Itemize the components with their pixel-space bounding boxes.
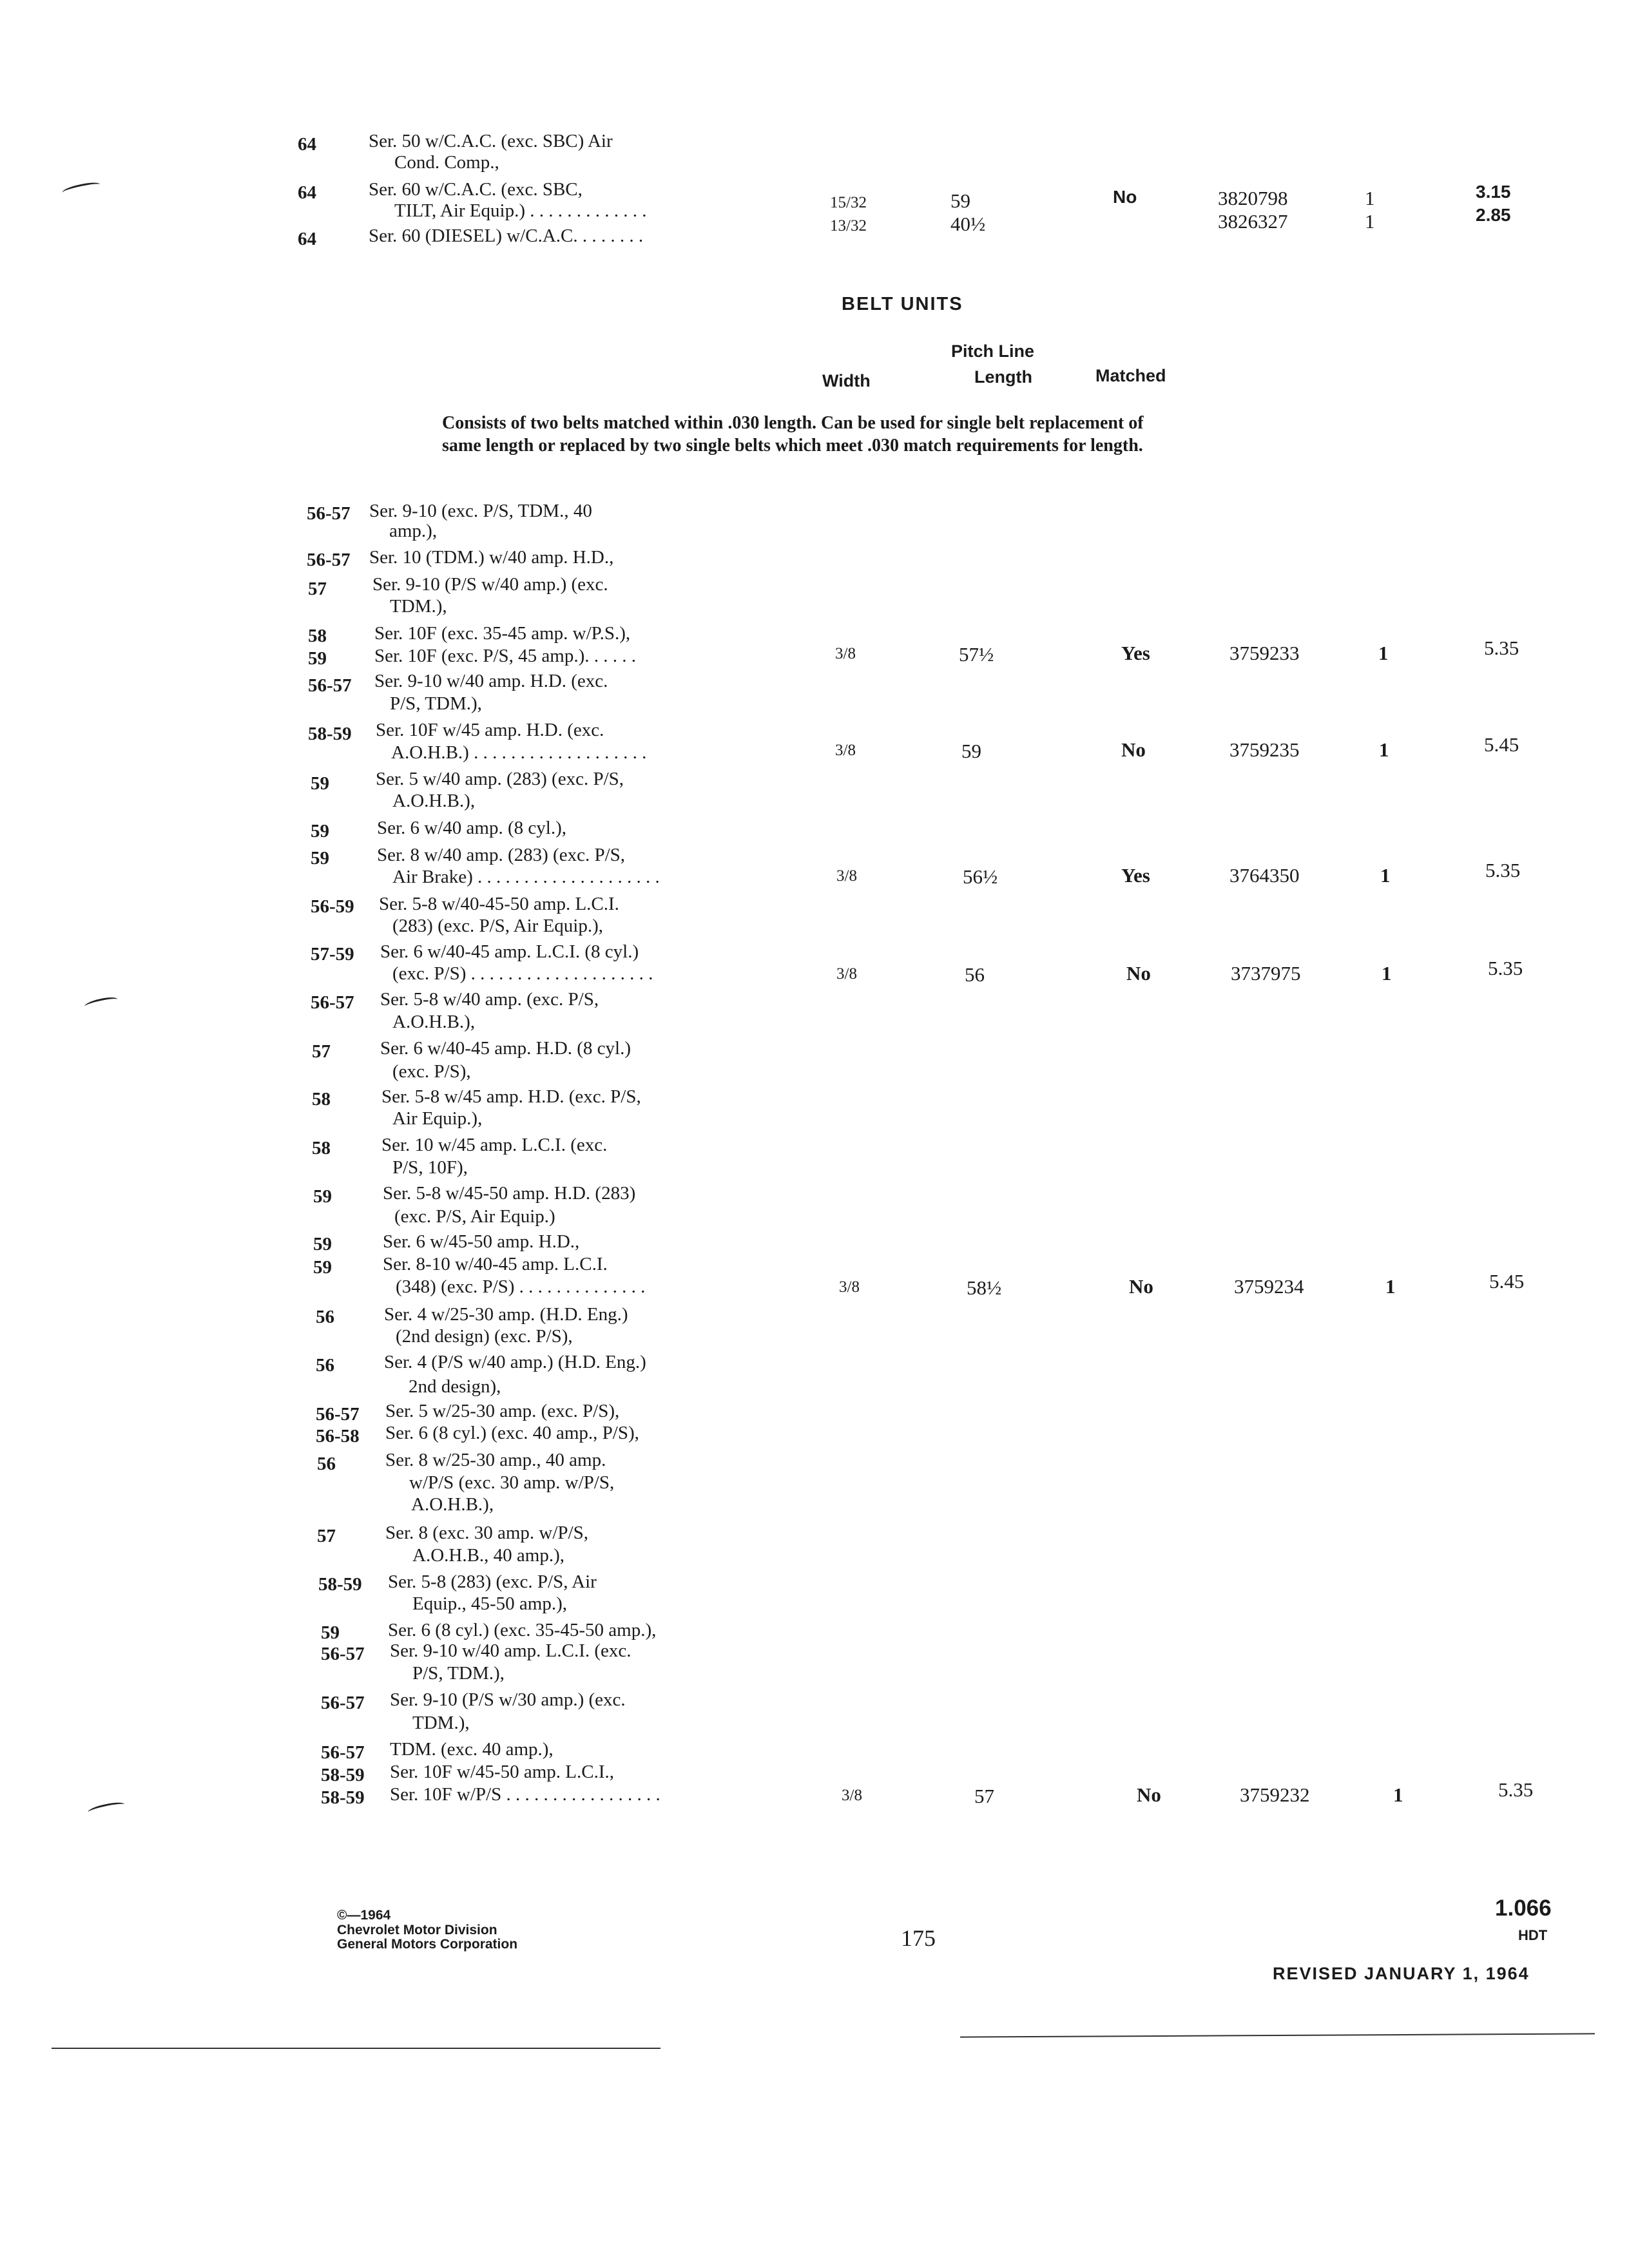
model-year: 57-59 (311, 944, 354, 965)
application-description: Air Brake) . . . . . . . . . . . . . . . . . . . . (392, 867, 660, 887)
model-year: 59 (321, 1622, 340, 1643)
belt-width: 15/32 (830, 194, 867, 211)
model-year: 59 (313, 1186, 332, 1207)
model-year: 59 (313, 1234, 332, 1254)
application-description: (2nd design) (exc. P/S), (396, 1326, 573, 1347)
application-description: Ser. 6 (8 cyl.) (exc. 40 amp., P/S), (385, 1423, 639, 1443)
application-description: (283) (exc. P/S, Air Equip.), (392, 916, 604, 936)
model-year: 57 (308, 579, 327, 599)
application-description: A.O.H.B.) . . . . . . . . . . . . . . . . . . . (391, 742, 647, 763)
price: 5.45 (1489, 1270, 1525, 1293)
pitch-line-length: 56½ (963, 865, 998, 888)
price: 5.45 (1484, 733, 1519, 756)
model-year: 56-57 (321, 1742, 365, 1763)
model-year: 56-57 (308, 675, 352, 696)
bottom-rule (52, 2048, 660, 2049)
model-year: 58-59 (318, 1574, 362, 1595)
application-description: TILT, Air Equip.) . . . . . . . . . . . . . (394, 200, 647, 221)
application-description: Ser. 8 (exc. 30 amp. w/P/S, (385, 1523, 588, 1543)
quantity: 1 (1385, 1275, 1396, 1298)
model-year: 57 (312, 1041, 331, 1062)
application-description: Ser. 60 (DIESEL) w/C.A.C. . . . . . . . (369, 226, 644, 246)
application-description: Ser. 5 w/40 amp. (283) (exc. P/S, (376, 769, 624, 789)
bottom-rule (960, 2033, 1595, 2037)
model-year: 58 (312, 1138, 331, 1158)
model-year: 56-57 (316, 1404, 360, 1425)
scan-mark (84, 995, 119, 1011)
model-year: 58-59 (321, 1787, 365, 1808)
application-description: A.O.H.B.), (392, 1012, 476, 1032)
revision-date: REVISED JANUARY 1, 1964 (1273, 1964, 1530, 1983)
application-description: Ser. 6 w/45-50 amp. H.D., (383, 1231, 580, 1252)
part-number: 3759233 (1229, 642, 1300, 664)
column-header-width: Width (822, 371, 871, 390)
matched-flag: No (1113, 187, 1137, 207)
model-year: 56-59 (311, 896, 354, 917)
application-description: (exc. P/S) . . . . . . . . . . . . . . . . . . . . (392, 963, 653, 984)
page-number: 175 (901, 1925, 936, 1951)
copyright: ©—1964 (337, 1908, 391, 1923)
belt-width: 3/8 (839, 1278, 860, 1296)
pitch-line-length: 56 (965, 963, 985, 986)
application-description: Ser. 6 w/40-45 amp. H.D. (8 cyl.) (380, 1038, 631, 1059)
application-description: TDM.), (412, 1713, 470, 1733)
application-description: (exc. P/S), (392, 1061, 471, 1082)
application-description: Ser. 10F w/45 amp. H.D. (exc. (376, 720, 604, 740)
application-description: Ser. 10 w/45 amp. L.C.I. (exc. (381, 1135, 608, 1155)
publisher-division: Chevrolet Motor Division (337, 1923, 497, 1937)
price: 2.85 (1476, 205, 1511, 225)
application-description: A.O.H.B., 40 amp.), (412, 1545, 565, 1566)
matched-flag: No (1129, 1275, 1153, 1298)
model-year: 56 (316, 1307, 334, 1327)
application-description: Ser. 8 w/25-30 amp., 40 amp. (385, 1450, 606, 1470)
application-description: Ser. 9-10 (P/S w/40 amp.) (exc. (372, 574, 608, 595)
application-description: Ser. 5 w/25-30 amp. (exc. P/S), (385, 1401, 620, 1421)
matched-flag: Yes (1121, 864, 1150, 887)
model-year: 56-57 (307, 550, 351, 570)
quantity: 1 (1379, 738, 1389, 761)
application-description: TDM. (exc. 40 amp.), (390, 1739, 554, 1760)
application-description: Ser. 9-10 (P/S w/30 amp.) (exc. (390, 1689, 626, 1710)
application-description: Ser. 10F w/P/S . . . . . . . . . . . . . . . . . (390, 1784, 660, 1805)
application-description: Ser. 5-8 w/45-50 amp. H.D. (283) (383, 1183, 636, 1204)
application-description: Ser. 5-8 w/45 amp. H.D. (exc. P/S, (381, 1086, 641, 1107)
application-description: (348) (exc. P/S) . . . . . . . . . . . . . . (396, 1276, 646, 1297)
application-description: Ser. 50 w/C.A.C. (exc. SBC) Air (369, 131, 613, 151)
application-description: Ser. 5-8 (283) (exc. P/S, Air (388, 1571, 597, 1592)
belt-width: 3/8 (835, 742, 856, 759)
belt-width: 13/32 (830, 217, 867, 235)
matched-flag: No (1137, 1783, 1161, 1806)
belt-width: 3/8 (836, 867, 857, 885)
application-description: Ser. 9-10 (exc. P/S, TDM., 40 (369, 501, 592, 521)
model-year: 58 (312, 1089, 331, 1110)
pitch-line-length: 58½ (967, 1276, 1002, 1299)
application-description: Ser. 4 (P/S w/40 amp.) (H.D. Eng.) (384, 1352, 646, 1372)
quantity: 1 (1380, 864, 1391, 887)
part-number: 3764350 (1229, 864, 1300, 887)
application-description: P/S, TDM.), (390, 693, 482, 714)
application-description: (exc. P/S, Air Equip.) (394, 1206, 555, 1227)
model-year: 56-57 (311, 992, 354, 1013)
pitch-line-length: 40½ (950, 213, 986, 235)
model-year: 56 (317, 1454, 336, 1474)
application-description: Air Equip.), (392, 1108, 483, 1129)
part-number: 3820798 (1218, 187, 1288, 209)
model-year: 58-59 (321, 1765, 365, 1785)
application-description: P/S, 10F), (392, 1157, 468, 1178)
quantity: 1 (1365, 210, 1375, 233)
price: 5.35 (1488, 957, 1523, 979)
part-number: 3737975 (1231, 962, 1301, 985)
application-description: A.O.H.B.), (392, 791, 476, 811)
application-description: w/P/S (exc. 30 amp. w/P/S, (409, 1472, 615, 1493)
pitch-line-length: 59 (950, 189, 970, 212)
application-description: Ser. 4 w/25-30 amp. (H.D. Eng.) (384, 1304, 628, 1325)
application-description: Ser. 10F (exc. 35-45 amp. w/P.S.), (374, 623, 631, 644)
part-number: 3759235 (1229, 738, 1300, 761)
publisher-corporation: General Motors Corporation (337, 1937, 518, 1952)
note-line: Consists of two belts matched within .030 length. Can be used for single belt replacement of (442, 413, 1144, 433)
price: 5.35 (1484, 637, 1519, 659)
application-description: Ser. 6 w/40-45 amp. L.C.I. (8 cyl.) (380, 941, 639, 962)
belt-width: 3/8 (835, 645, 856, 662)
application-description: Equip., 45-50 amp.), (412, 1593, 568, 1614)
model-year: 57 (317, 1526, 336, 1546)
application-description: P/S, TDM.), (412, 1663, 505, 1684)
price: 5.35 (1485, 859, 1521, 881)
application-description: Ser. 5-8 w/40 amp. (exc. P/S, (380, 989, 599, 1010)
section-code: HDT (1518, 1927, 1548, 1943)
belt-width: 3/8 (836, 965, 857, 983)
matched-flag: Yes (1121, 642, 1150, 664)
belt-width: 3/8 (842, 1787, 862, 1804)
application-description: TDM.), (390, 596, 447, 617)
model-year: 59 (311, 848, 329, 869)
price: 3.15 (1476, 182, 1511, 202)
pitch-line-length: 57½ (959, 643, 994, 666)
price: 5.35 (1498, 1778, 1534, 1801)
section-title: BELT UNITS (842, 294, 963, 314)
column-header-pitch-line: Pitch Line (951, 341, 1035, 361)
application-description: 2nd design), (409, 1376, 501, 1397)
application-description: Cond. Comp., (394, 152, 499, 173)
quantity: 1 (1365, 187, 1375, 209)
application-description: Ser. 9-10 w/40 amp. L.C.I. (exc. (390, 1640, 631, 1661)
model-year: 64 (298, 182, 316, 203)
matched-flag: No (1121, 738, 1146, 761)
application-description: Ser. 60 w/C.A.C. (exc. SBC, (369, 179, 583, 200)
application-description: Ser. 10F (exc. P/S, 45 amp.). . . . . . (374, 646, 636, 666)
model-year: 64 (298, 134, 316, 155)
model-year: 56-57 (321, 1693, 365, 1713)
model-year: 64 (298, 229, 316, 249)
model-year: 58 (308, 626, 327, 646)
model-year: 58-59 (308, 724, 352, 744)
application-description: Ser. 8-10 w/40-45 amp. L.C.I. (383, 1254, 608, 1274)
scan-mark (61, 180, 101, 197)
quantity: 1 (1378, 642, 1389, 664)
quantity: 1 (1382, 962, 1392, 985)
quantity: 1 (1393, 1783, 1403, 1806)
model-year: 56-57 (307, 503, 351, 524)
scan-mark (87, 1800, 125, 1816)
part-number: 3759234 (1234, 1275, 1304, 1298)
application-description: Ser. 10F w/45-50 amp. L.C.I., (390, 1762, 614, 1782)
model-year: 56 (316, 1355, 334, 1376)
application-description: A.O.H.B.), (411, 1494, 494, 1515)
part-number: 3759232 (1240, 1783, 1310, 1806)
section-number: 1.066 (1495, 1896, 1552, 1921)
matched-flag: No (1126, 962, 1151, 985)
application-description: amp.), (389, 521, 438, 541)
application-description: Ser. 6 w/40 amp. (8 cyl.), (377, 818, 566, 838)
model-year: 59 (311, 773, 329, 794)
model-year: 59 (313, 1257, 332, 1278)
pitch-line-length: 59 (961, 740, 981, 762)
application-description: Ser. 8 w/40 amp. (283) (exc. P/S, (377, 845, 626, 865)
application-description: Ser. 6 (8 cyl.) (exc. 35-45-50 amp.), (388, 1620, 657, 1640)
note-line: same length or replaced by two single belts which meet .030 match requirements for length. (442, 436, 1143, 456)
column-header-length: Length (974, 367, 1032, 387)
application-description: Ser. 9-10 w/40 amp. H.D. (exc. (374, 671, 608, 691)
model-year: 56-57 (321, 1644, 365, 1664)
model-year: 56-58 (316, 1426, 360, 1446)
model-year: 59 (311, 821, 329, 841)
part-number: 3826327 (1218, 210, 1288, 233)
pitch-line-length: 57 (974, 1785, 994, 1807)
application-description: Ser. 5-8 w/40-45-50 amp. L.C.I. (379, 894, 619, 914)
application-description: Ser. 10 (TDM.) w/40 amp. H.D., (369, 547, 614, 568)
model-year: 59 (308, 648, 327, 669)
column-header-matched: Matched (1095, 366, 1166, 385)
